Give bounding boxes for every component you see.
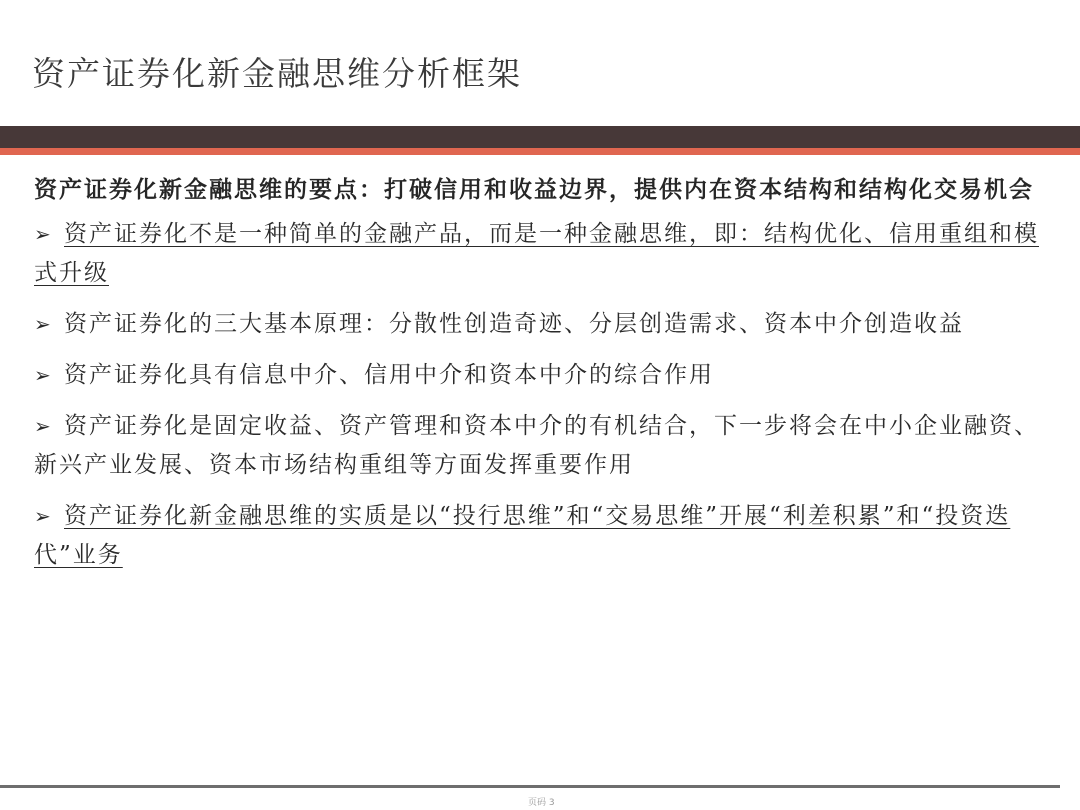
bullet-text: 资产证券化不是一种简单的金融产品，而是一种金融思维，即：结构优化、信用重组和模式升级 [34,221,1039,286]
bullet-list [34,215,1044,575]
bullet-arrow-icon: ➢ [34,414,53,438]
page-number: 页码 3 [528,798,555,808]
header-accent-bar [0,148,1080,155]
bullet-text: 资产证券化新金融思维的实质是以“投行思维”和“交易思维”开展“利差积累”和“投资迭代”业务 [34,503,1011,568]
bullet-item [34,497,1044,575]
bullet-item [34,215,1044,293]
slide-body [34,166,1044,587]
bullet-text: 资产证券化的三大基本原理：分散性创造奇迹、分层创造需求、资本中介创造收益 [64,311,964,337]
bullet-arrow-icon: ➢ [34,222,53,246]
bullet-text: 资产证券化具有信息中介、信用中介和资本中介的综合作用 [64,362,714,388]
footer-divider [0,785,1060,788]
intro-text: 资产证券化新金融思维的要点：打破信用和收益边界，提供内在资本结构和结构化交易机会 [34,176,1034,203]
bullet-item [34,407,1044,485]
bullet-item [34,305,1044,344]
slide-title: 资产证券化新金融思维分析框架 [32,54,522,93]
bullet-text: 资产证券化是固定收益、资产管理和资本中介的有机结合，下一步将会在中小企业融资、新兴产业发展、资本市场结构重组等方面发挥重要作用 [34,413,1039,478]
header-bar [0,126,1080,148]
bullet-arrow-icon: ➢ [34,363,53,387]
bullet-item [34,356,1044,395]
bullet-arrow-icon: ➢ [34,312,53,336]
bullet-arrow-icon: ➢ [34,504,53,528]
